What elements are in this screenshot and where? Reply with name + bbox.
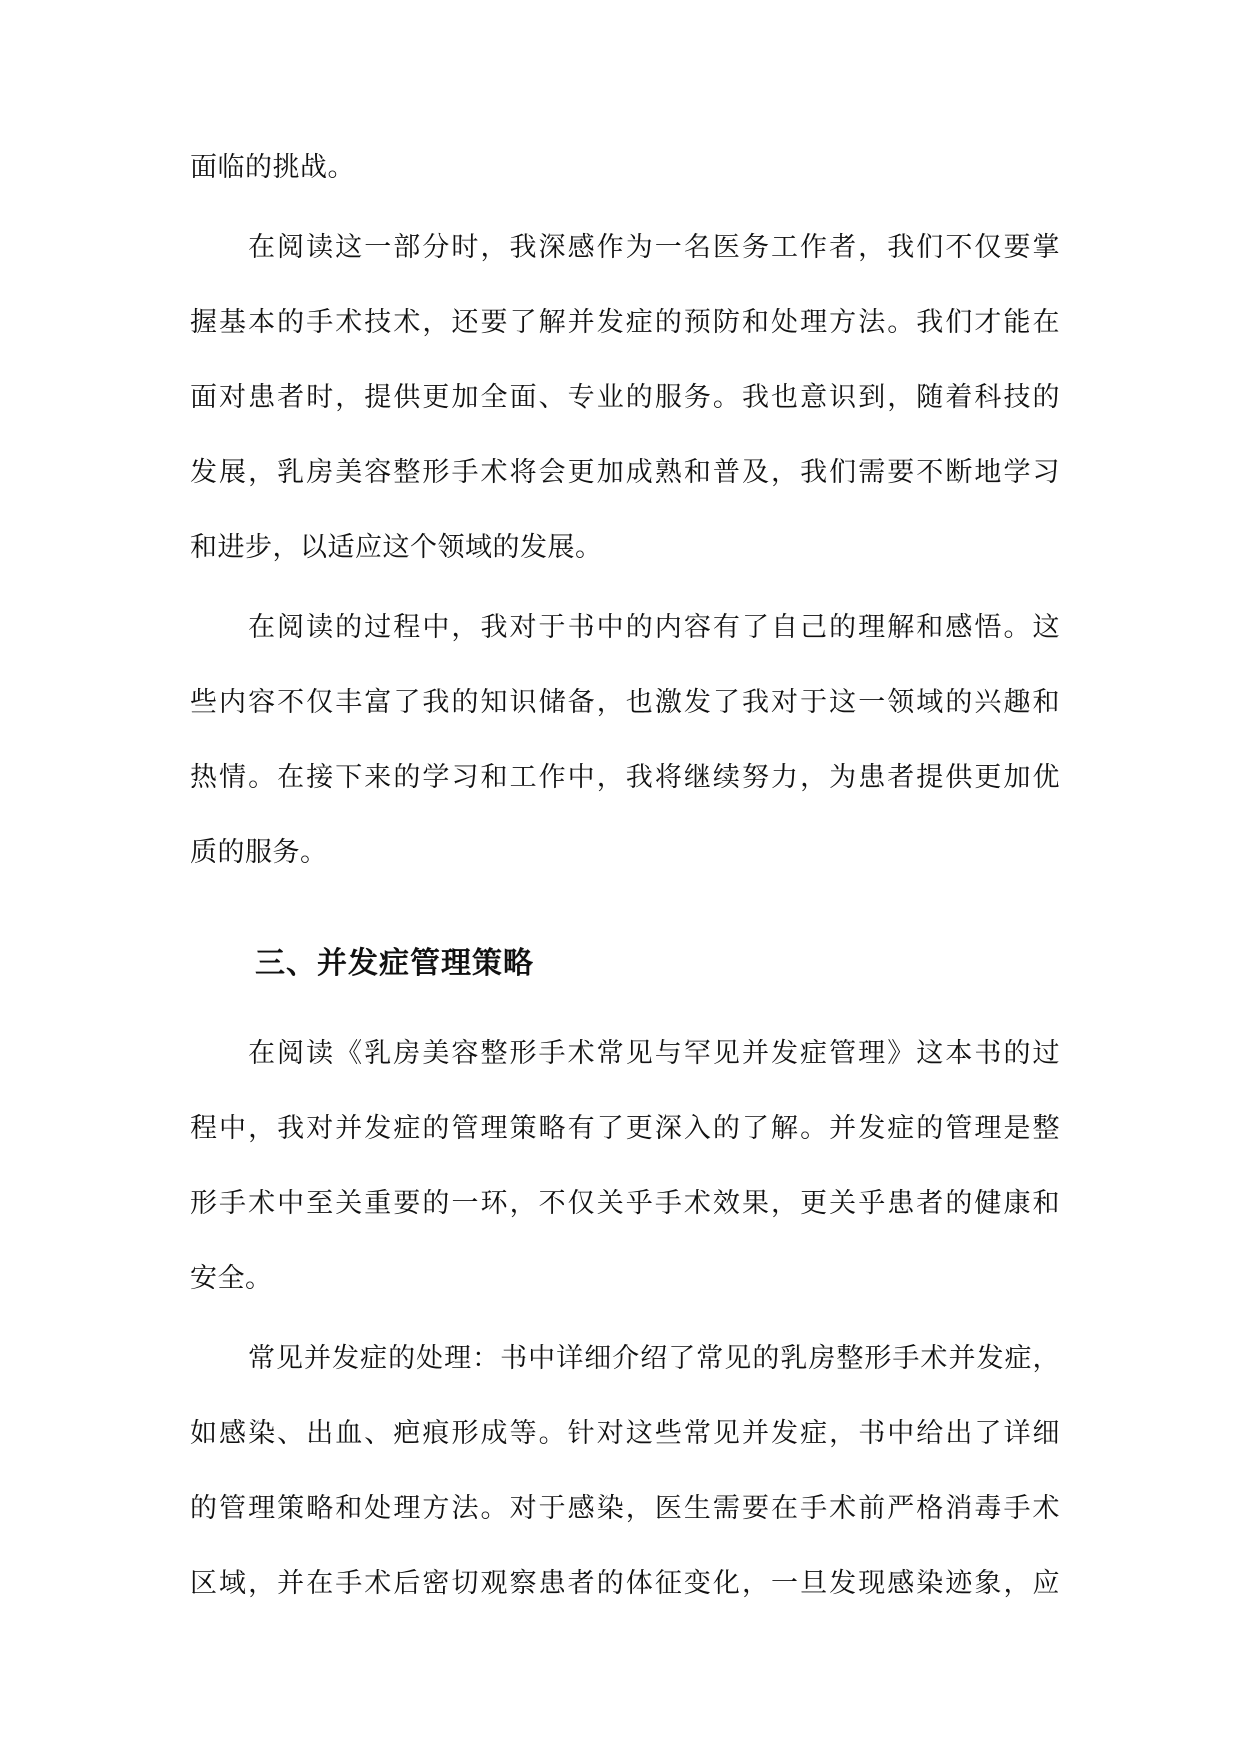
- paragraph-line: 的管理策略和处理方法。对于感染，医生需要在手术前严格消毒手术: [190, 1493, 1060, 1524]
- paragraph-line: 质的服务。: [190, 837, 328, 868]
- paragraph-line: 在阅读的过程中，我对于书中的内容有了自己的理解和感悟。这: [248, 612, 1060, 643]
- paragraph-line: 区域，并在手术后密切观察患者的体征变化，一旦发现感染迹象，应: [190, 1568, 1060, 1599]
- paragraph-line: 形手术中至关重要的一环，不仅关乎手术效果，更关乎患者的健康和: [190, 1188, 1060, 1219]
- section-heading: 三、并发症管理策略: [255, 946, 534, 981]
- paragraph-line: 热情。在接下来的学习和工作中，我将继续努力，为患者提供更加优: [190, 762, 1060, 793]
- paragraph-line: 些内容不仅丰富了我的知识储备，也激发了我对于这一领域的兴趣和: [190, 687, 1060, 718]
- paragraph-line: 安全。: [190, 1263, 273, 1294]
- paragraph-line: 常见并发症的处理：书中详细介绍了常见的乳房整形手术并发症，: [248, 1343, 1060, 1374]
- paragraph-line: 握基本的手术技术，还要了解并发症的预防和处理方法。我们才能在: [190, 307, 1060, 338]
- paragraph-line: 在阅读《乳房美容整形手术常见与罕见并发症管理》这本书的过: [248, 1038, 1060, 1069]
- paragraph-line: 如感染、出血、疤痕形成等。针对这些常见并发症，书中给出了详细: [190, 1418, 1060, 1449]
- paragraph-line: 和进步，以适应这个领域的发展。: [190, 532, 603, 563]
- paragraph-line: 在阅读这一部分时，我深感作为一名医务工作者，我们不仅要掌: [248, 232, 1060, 263]
- paragraph-line: 发展，乳房美容整形手术将会更加成熟和普及，我们需要不断地学习: [190, 457, 1060, 488]
- paragraph-line: 面临的挑战。: [190, 152, 355, 183]
- paragraph-line: 程中，我对并发症的管理策略有了更深入的了解。并发症的管理是整: [190, 1113, 1060, 1144]
- paragraph-line: 面对患者时，提供更加全面、专业的服务。我也意识到，随着科技的: [190, 382, 1060, 413]
